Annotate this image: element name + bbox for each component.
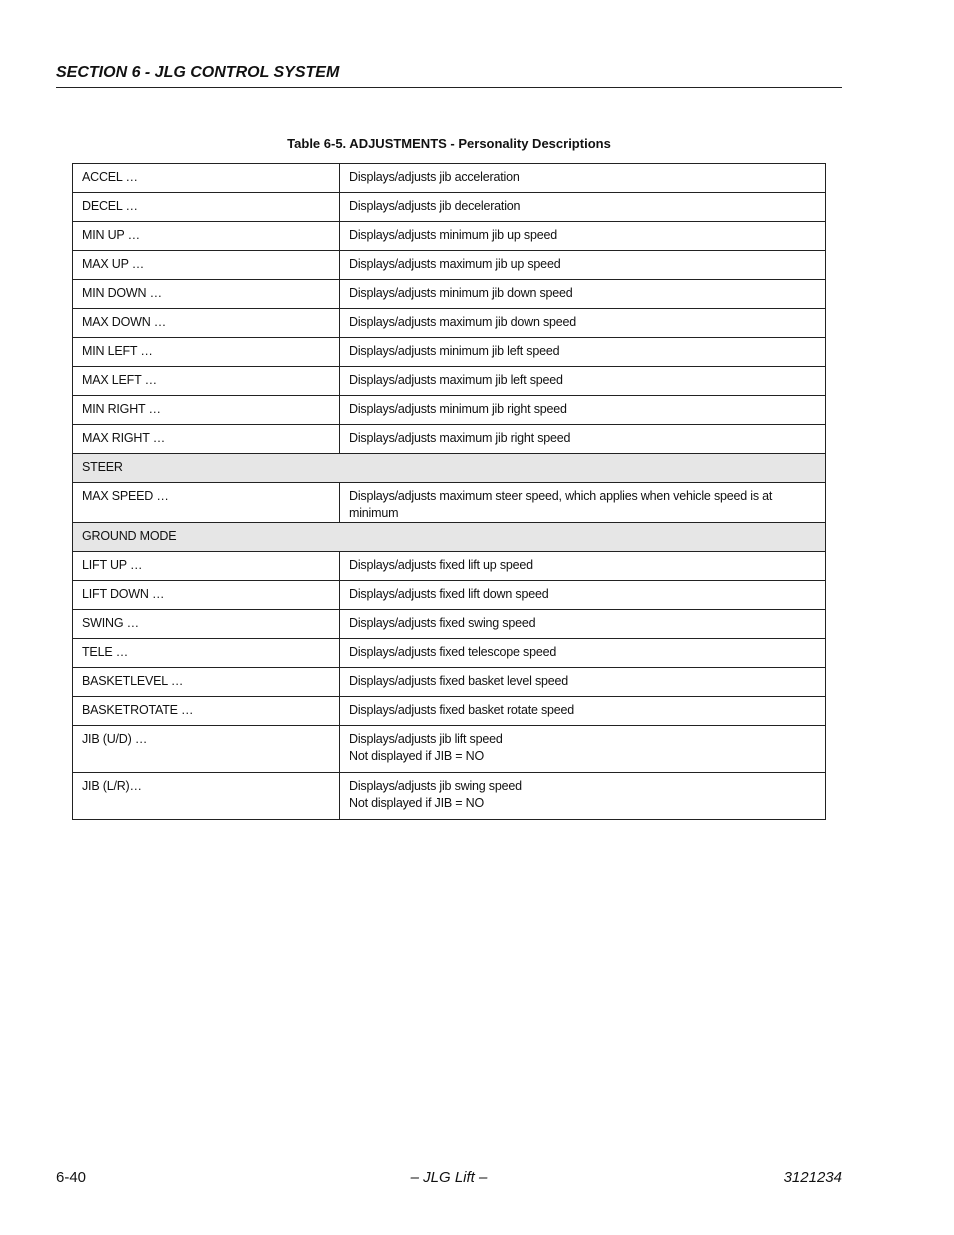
parameter-description-cell — [340, 280, 826, 309]
parameter-description-cell — [340, 164, 826, 193]
table-row — [73, 610, 826, 639]
parameter-name: LIFT DOWN … — [73, 581, 340, 610]
adjustments-table — [72, 163, 826, 820]
table-row — [73, 581, 826, 610]
table-row — [73, 164, 826, 193]
table-row — [73, 309, 826, 338]
table-row — [73, 280, 826, 309]
parameter-description: Displays/adjusts jib deceleration — [349, 199, 521, 213]
parameter-description-cell — [340, 726, 826, 773]
parameter-name: MAX RIGHT … — [73, 425, 340, 454]
table-row — [73, 251, 826, 280]
table-row — [73, 552, 826, 581]
table-row — [73, 697, 826, 726]
parameter-description: Displays/adjusts jib lift speed — [349, 732, 503, 746]
table-row — [73, 193, 826, 222]
parameter-name: JIB (U/D) … — [73, 726, 340, 773]
table-row — [73, 338, 826, 367]
parameter-description: Displays/adjusts minimum jib right speed — [349, 402, 567, 416]
parameter-name: MAX SPEED … — [73, 483, 340, 523]
parameter-description: Displays/adjusts minimum jib down speed — [349, 286, 573, 300]
parameter-description-cell — [340, 581, 826, 610]
parameter-name: DECEL … — [73, 193, 340, 222]
parameter-description-cell — [340, 773, 826, 820]
parameter-name: JIB (L/R)… — [73, 773, 340, 820]
parameter-description: Displays/adjusts fixed telescope speed — [349, 645, 557, 659]
parameter-name: MAX UP … — [73, 251, 340, 280]
table-row — [73, 773, 826, 820]
parameter-description: Displays/adjusts jib swing speed — [349, 779, 522, 793]
parameter-description-cell — [340, 425, 826, 454]
parameter-note: Not displayed if JIB = NO — [349, 796, 484, 810]
parameter-description-cell — [340, 668, 826, 697]
table-row — [73, 726, 826, 773]
parameter-description-cell — [340, 639, 826, 668]
section-label: STEER — [73, 454, 826, 483]
document-number: 3121234 — [783, 1169, 842, 1186]
parameter-description-cell — [340, 396, 826, 425]
parameter-description: Displays/adjusts fixed basket level speed — [349, 674, 569, 688]
footer-center-text: – JLG Lift – — [410, 1169, 488, 1186]
table-row — [73, 668, 826, 697]
parameter-description-cell — [340, 309, 826, 338]
parameter-name: LIFT UP … — [73, 552, 340, 581]
parameter-name: MIN RIGHT … — [73, 396, 340, 425]
parameter-description: Displays/adjusts jib acceleration — [349, 170, 520, 184]
parameter-description-cell — [340, 697, 826, 726]
parameter-description: Displays/adjusts fixed basket rotate speed — [349, 703, 575, 717]
parameter-description-cell — [340, 367, 826, 396]
parameter-description: Displays/adjusts fixed lift down speed — [349, 587, 549, 601]
section-header: SECTION 6 - JLG CONTROL SYSTEM — [56, 64, 842, 88]
parameter-description-cell — [340, 251, 826, 280]
table-row — [73, 222, 826, 251]
parameter-name: MIN UP … — [73, 222, 340, 251]
table-row — [73, 367, 826, 396]
table-section-row — [73, 454, 826, 483]
page-footer — [56, 1169, 842, 1189]
table-row — [73, 425, 826, 454]
parameter-name: BASKETLEVEL … — [73, 668, 340, 697]
parameter-description-cell — [340, 193, 826, 222]
parameter-description: Displays/adjusts fixed swing speed — [349, 616, 536, 630]
parameter-description-cell — [340, 483, 826, 523]
parameter-name: TELE … — [73, 639, 340, 668]
table-row — [73, 396, 826, 425]
parameter-note: Not displayed if JIB = NO — [349, 749, 484, 763]
parameter-description: Displays/adjusts fixed lift up speed — [349, 558, 533, 572]
parameter-name: SWING … — [73, 610, 340, 639]
parameter-description-cell — [340, 222, 826, 251]
parameter-description: Displays/adjusts maximum jib right speed — [349, 431, 571, 445]
parameter-name: MAX DOWN … — [73, 309, 340, 338]
parameter-name: MIN DOWN … — [73, 280, 340, 309]
parameter-description: Displays/adjusts maximum jib left speed — [349, 373, 563, 387]
parameter-name: BASKETROTATE … — [73, 697, 340, 726]
parameter-description: Displays/adjusts maximum steer speed, which applies when vehicle speed is at minimum — [349, 489, 773, 520]
parameter-name: ACCEL … — [73, 164, 340, 193]
parameter-name: MAX LEFT … — [73, 367, 340, 396]
adjustments-table-body — [73, 164, 826, 820]
table-row — [73, 639, 826, 668]
table-title: Table 6-5. ADJUSTMENTS - Personality Descriptions — [287, 136, 611, 151]
parameter-name: MIN LEFT … — [73, 338, 340, 367]
parameter-description-cell — [340, 338, 826, 367]
page-number: 6-40 — [56, 1169, 87, 1186]
table-section-row — [73, 523, 826, 552]
parameter-description-cell — [340, 552, 826, 581]
parameter-description-cell — [340, 610, 826, 639]
parameter-description: Displays/adjusts maximum jib up speed — [349, 257, 561, 271]
section-label: GROUND MODE — [73, 523, 826, 552]
parameter-description: Displays/adjusts minimum jib up speed — [349, 228, 557, 242]
table-row — [73, 483, 826, 523]
parameter-description: Displays/adjusts minimum jib left speed — [349, 344, 560, 358]
parameter-description: Displays/adjusts maximum jib down speed — [349, 315, 577, 329]
